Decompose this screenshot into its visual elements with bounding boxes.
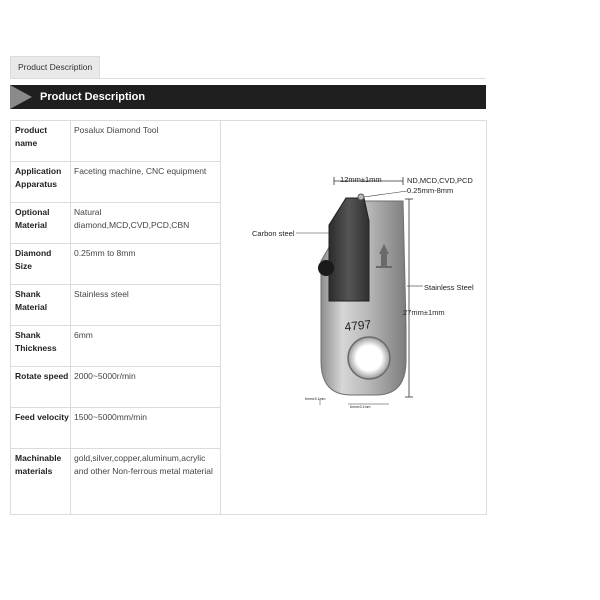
product-diagram xyxy=(221,121,487,514)
spec-value: Posalux Diamond Tool xyxy=(74,125,159,135)
spec-value: Faceting machine, CNC equipment xyxy=(74,166,207,176)
section-banner xyxy=(10,85,486,109)
diamond-size-label: 0.25mm-8mm xyxy=(407,186,454,195)
spec-label: Rotate speed xyxy=(15,371,69,381)
spec-value: 6mm xyxy=(74,330,93,340)
table-row xyxy=(11,408,220,449)
small-dimension-left: 6mm±0.1mm xyxy=(305,397,326,401)
width-dimension-label: 12mm±1mm xyxy=(340,175,382,184)
spec-label: Application Apparatus xyxy=(15,166,62,189)
spec-table xyxy=(10,120,487,515)
table-row xyxy=(11,203,220,244)
carbon-steel-insert xyxy=(329,198,369,301)
banner-arrow-icon xyxy=(10,85,32,109)
spec-label: Machinable materials xyxy=(15,453,62,476)
spec-value: 0.25mm to 8mm xyxy=(74,248,136,258)
spec-value: Natural diamond,MCD,CVD,PCD,CBN xyxy=(74,207,190,230)
table-row xyxy=(11,285,220,326)
length-dimension-label: 27mm±1mm xyxy=(403,308,445,317)
table-row xyxy=(11,121,220,162)
stainless-steel-label: Stainless Steel xyxy=(424,283,474,292)
spec-label: Feed velocity xyxy=(15,412,69,422)
spec-label: Optional Material xyxy=(15,207,50,230)
spec-label: Product name xyxy=(15,125,48,148)
spec-value: 2000~5000r/min xyxy=(74,371,136,381)
side-hole xyxy=(318,260,334,276)
tab-strip xyxy=(10,56,486,79)
banner-title: Product Description xyxy=(40,91,146,103)
engraving-text: 4797 xyxy=(343,317,372,334)
small-dimension-bottom: 6mm±0.1mm xyxy=(350,405,371,409)
spec-value: 1500~5000mm/min xyxy=(74,412,148,422)
table-row xyxy=(11,162,220,203)
diamond-types-label: ND,MCD,CVD,PCD xyxy=(407,176,473,185)
table-row xyxy=(11,367,220,408)
table-row xyxy=(11,244,220,285)
product-image-cell xyxy=(221,121,487,514)
spec-label: Shank Material xyxy=(15,289,48,312)
spec-value: Stainless steel xyxy=(74,289,129,299)
diamond-tip xyxy=(358,194,364,200)
carbon-steel-label: Carbon steel xyxy=(252,229,295,238)
table-row xyxy=(11,326,220,367)
spec-label: Shank Thickness xyxy=(15,330,57,353)
tab-product-description[interactable]: Product Description xyxy=(10,56,100,78)
shank-hole xyxy=(348,337,390,379)
spec-label: Diamond Size xyxy=(15,248,52,271)
spec-value: gold,silver,copper,aluminum,acrylic and other Non-ferrous metal material xyxy=(74,453,213,476)
table-row xyxy=(11,449,220,529)
